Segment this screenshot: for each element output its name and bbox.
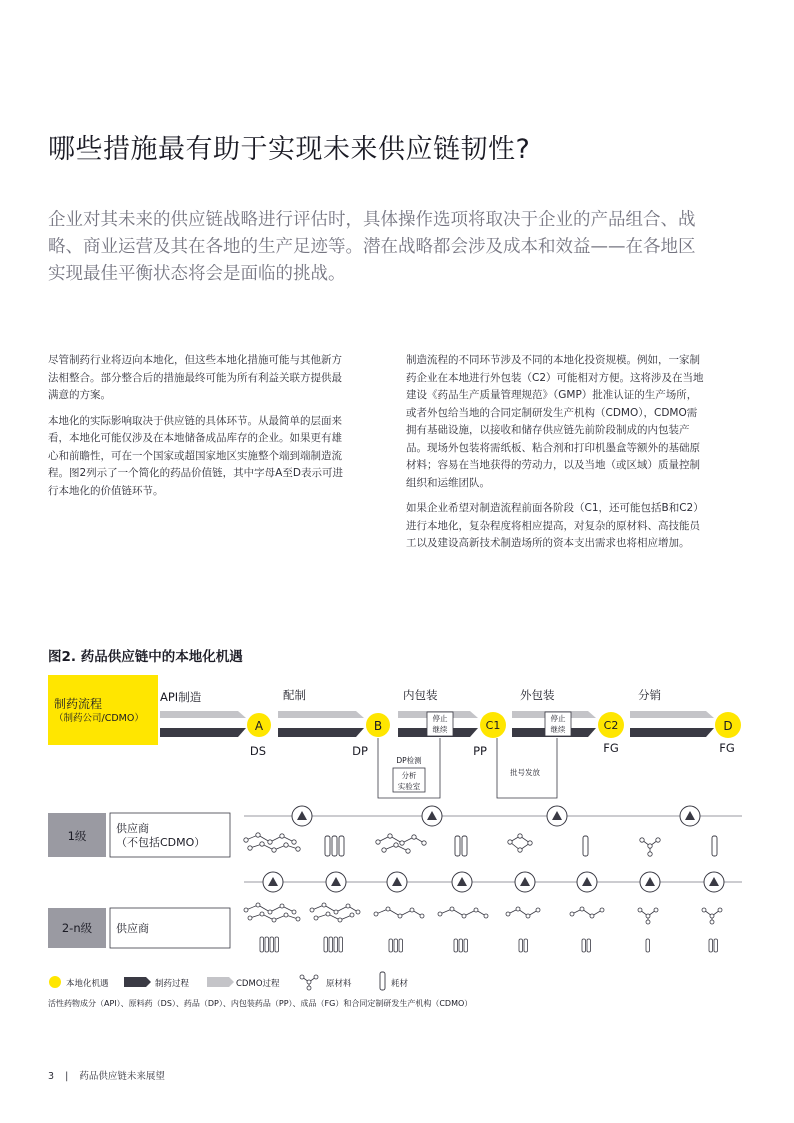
process-box-subtitle: （制药公司/CDMO） xyxy=(54,713,144,724)
text-line: 品。现场外包装将需纸板、粘合剂和打印机墨盒等额外的基础原 xyxy=(406,441,700,454)
svg-text:A: A xyxy=(254,719,264,733)
svg-text:停止: 停止 xyxy=(550,714,566,723)
text-line: 制造流程的不同环节涉及不同的本地化投资规模。例如，一家制 xyxy=(406,354,700,366)
tube-icon xyxy=(325,836,344,856)
text-line: 本地化的实际影响取决于供应链的具体环节。从最简单的层面来 xyxy=(48,414,342,427)
svg-text:停止: 停止 xyxy=(432,714,448,723)
tube-icon xyxy=(455,836,467,856)
molecule-icon xyxy=(310,903,360,922)
svg-text:继续: 继续 xyxy=(432,725,448,734)
node-b-label: DP xyxy=(352,744,368,758)
svg-text:实验室: 实验室 xyxy=(397,782,421,791)
text-line: 看，本地化可能仅涉及在本地储备成品库存的企业。如果更有雄 xyxy=(48,432,342,444)
molecule-icon xyxy=(508,834,532,852)
text-line: 进行本地化，复杂程度将相应提高，对复杂的原材料、高技能员 xyxy=(406,519,700,532)
stage-label-inner-pack: 内包装 xyxy=(403,688,438,702)
dp-test-loop xyxy=(378,738,440,798)
text-line: 满意的方案。 xyxy=(48,389,111,401)
node-a-label: DS xyxy=(249,744,267,758)
svg-text:继续: 继续 xyxy=(550,725,566,734)
molecule-icon xyxy=(570,907,604,918)
node-d-label: FG xyxy=(719,741,735,755)
tier2-supplier: 供应商 xyxy=(116,922,149,935)
tier1-supplier: 供应商 xyxy=(116,822,149,835)
node-b xyxy=(352,713,390,758)
tier1-label: 1级 xyxy=(67,829,87,843)
legend-local-label: 本地化机遇 xyxy=(66,979,109,989)
tier1-supplier-box xyxy=(110,813,230,857)
footer-text: 药品供应链未来展望 xyxy=(79,1071,165,1082)
legend-raw-label: 原材料 xyxy=(326,979,352,989)
footer-divider: | xyxy=(65,1071,69,1082)
molecule-icon xyxy=(506,907,540,918)
batch-release-loop xyxy=(497,738,557,798)
lead-line: 略、商业运营及其在各地的生产足迹等。潜在战略都会涉及成本和效益——在各地区 xyxy=(48,237,696,257)
footer xyxy=(48,1068,165,1082)
node-c2-label: FG xyxy=(603,741,619,755)
molecule-icon xyxy=(702,908,722,924)
svg-text:C1: C1 xyxy=(485,719,501,732)
legend-pharma-label: 制药过程 xyxy=(155,979,190,989)
stop-continue-box-2 xyxy=(545,712,571,736)
tube-icon xyxy=(583,836,588,856)
text-line: 组织和运维团队。 xyxy=(406,476,490,489)
molecule-icon xyxy=(244,833,300,852)
text-line: 心和前瞻性，可在一个国家或超国家地区实施整个端到端制造流 xyxy=(48,449,342,462)
text-line: 行本地化的价值链环节。 xyxy=(48,484,164,497)
molecule-icon xyxy=(640,838,660,856)
lead-line: 企业对其未来的供应链战略进行评估时，具体操作选项将取决于企业的产品组合、战 xyxy=(48,210,696,230)
text-line: 尽管制药行业将迈向本地化，但这些本地化措施可能与其他新方 xyxy=(48,354,342,366)
svg-text:DP检测: DP检测 xyxy=(396,756,422,765)
node-c1 xyxy=(473,712,506,758)
text-line: 程。图2列示了一个简化的药品价值链，其中字母A至D表示可进 xyxy=(48,467,343,479)
tube-icon xyxy=(260,937,718,952)
molecule-icon xyxy=(374,907,424,918)
node-a xyxy=(247,713,271,758)
svg-text:C2: C2 xyxy=(603,719,619,732)
stage-label-api: API制造 xyxy=(160,690,202,704)
molecule-icon xyxy=(376,834,426,853)
stage-label-formulation: 配制 xyxy=(283,688,306,702)
molecule-icon xyxy=(244,903,300,922)
svg-text:D: D xyxy=(723,719,733,733)
text-line: 药企业在本地进行外包装（C2）可能相对方便。这将涉及在当地 xyxy=(406,371,704,384)
node-c2 xyxy=(598,712,624,755)
stop-continue-box-1 xyxy=(427,712,453,736)
svg-text:分析: 分析 xyxy=(401,771,417,780)
tube-icon xyxy=(712,836,717,856)
legend-cdmo-label: CDMO过程 xyxy=(236,979,280,989)
stage-label-outer-pack: 外包装 xyxy=(520,688,555,702)
text-line: 建设《药品生产质量管理规范》（GMP）批准认证的生产场所， xyxy=(406,389,698,401)
lead-line: 实现最佳平衡状态将会是面临的挑战。 xyxy=(48,264,346,284)
abbreviation-note: 活性药物成分（API）、原料药（DS）、药品（DP）、内包装药品（PP）、成品（FG）和合同定制研发生产机构（CDMO） xyxy=(48,999,473,1008)
legend-consumable-label: 耗材 xyxy=(391,979,409,989)
stage-label-distribution: 分销 xyxy=(638,688,661,702)
legend-molecule-icon xyxy=(300,975,318,990)
legend-local-swatch xyxy=(49,976,61,988)
legend xyxy=(49,972,409,990)
legend-cdmo-swatch xyxy=(207,977,234,987)
tier1-supplier-note: （不包括CDMO） xyxy=(116,836,206,849)
legend-tube-icon xyxy=(380,972,385,990)
process-box-title: 制药流程 xyxy=(54,697,103,711)
text-line: 拥有基础设施，以接收和储存供应链先前阶段制成的内包装产 xyxy=(406,424,690,436)
node-c1-label: PP xyxy=(473,744,487,758)
tier2-label: 2-n级 xyxy=(61,921,93,935)
text-line: 材料；容易在当地获得的劳动力，以及当地（或区域）质量控制 xyxy=(406,459,700,471)
molecule-icon xyxy=(438,907,488,918)
node-d xyxy=(715,712,741,755)
page-number: 3 xyxy=(48,1071,55,1082)
page-title: 哪些措施最有助于实现未来供应链韧性? xyxy=(48,134,531,165)
svg-text:批号发放: 批号发放 xyxy=(510,768,540,777)
text-line: 工以及建设高新技术制造场所的资本支出需求也将相应增加。 xyxy=(406,537,690,549)
legend-pharma-swatch xyxy=(124,977,151,987)
figure-title: 图2. 药品供应链中的本地化机遇 xyxy=(48,649,243,665)
text-line: 如果企业希望对制造流程前面各阶段（C1，还可能包括B和C2） xyxy=(406,502,704,514)
text-line: 法相整合。部分整合后的措施最终可能为所有利益关联方提供最 xyxy=(48,371,342,384)
text-line: 或者外包给当地的合同定制研发生产机构（CDMO），CDMO需 xyxy=(406,406,698,419)
molecule-icon xyxy=(638,908,658,924)
svg-text:B: B xyxy=(373,719,383,733)
